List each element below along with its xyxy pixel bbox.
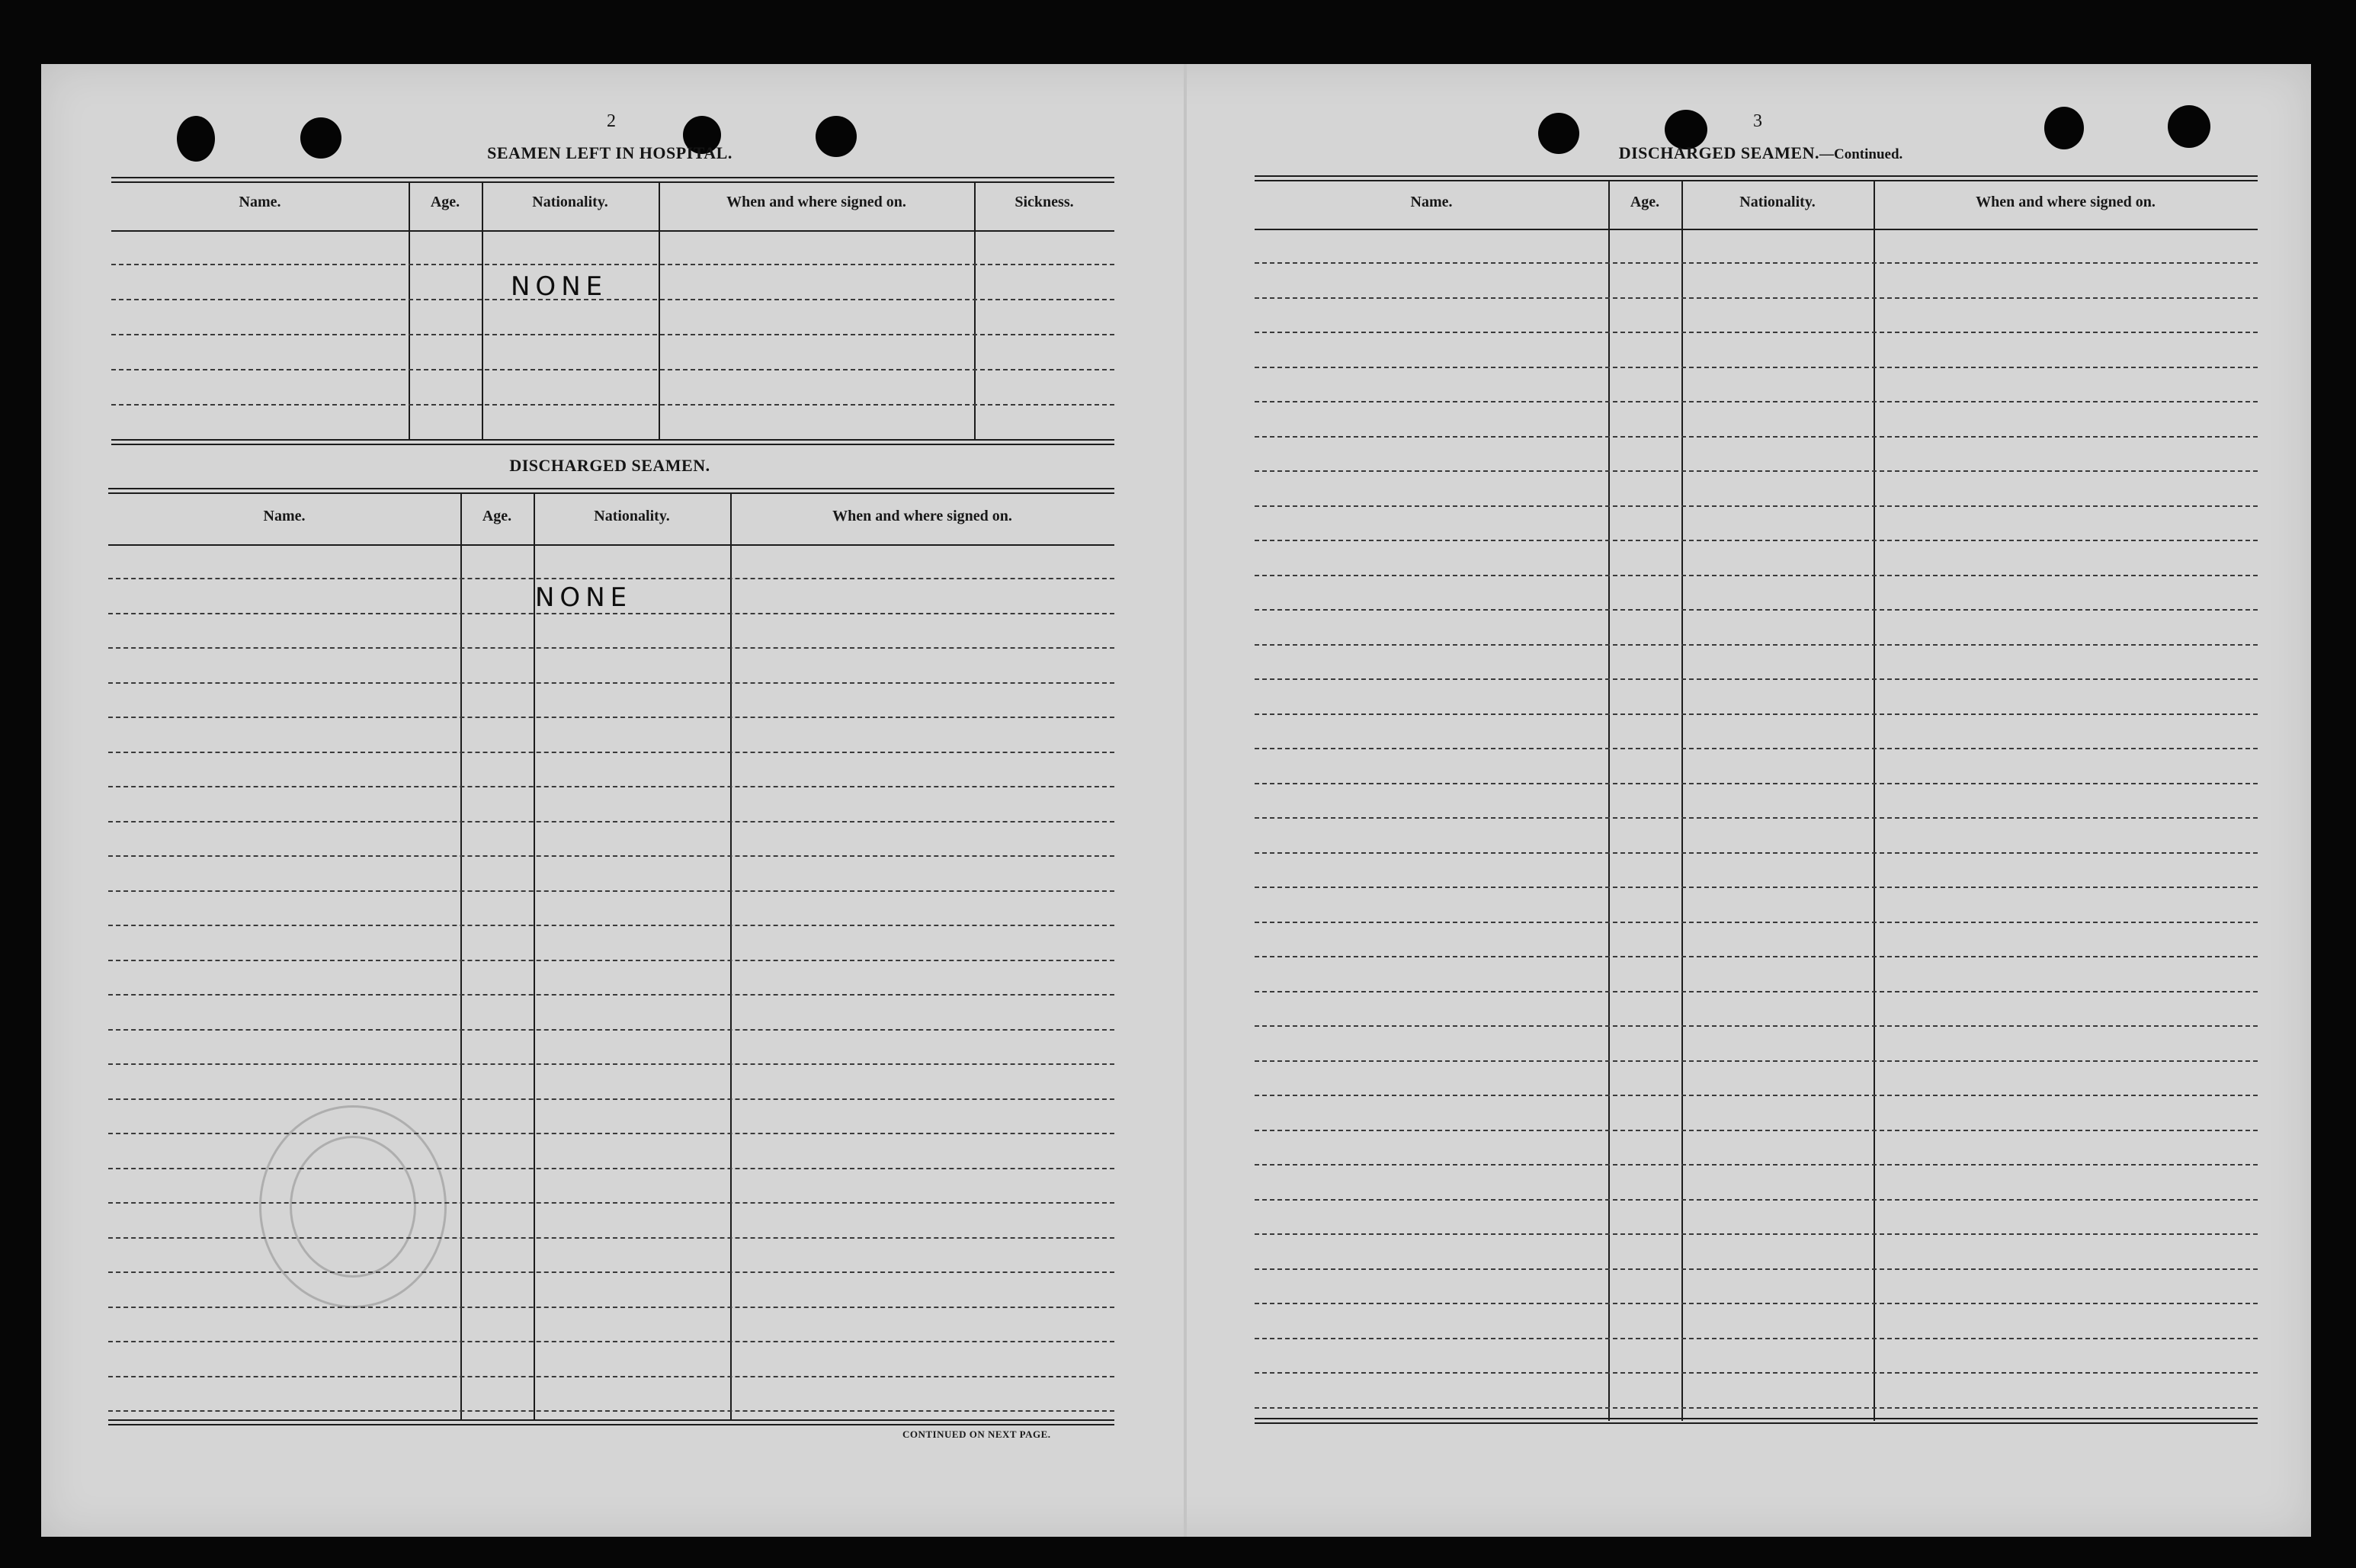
- entry-line: [108, 1271, 1114, 1273]
- column-header-signed-on: When and where signed on.: [726, 194, 906, 210]
- entry-line: [1255, 783, 2258, 784]
- entry-line: [1255, 332, 2258, 333]
- entry-line: [108, 647, 1114, 649]
- entry-line: [1255, 401, 2258, 402]
- handwritten-none: NONE: [511, 271, 608, 302]
- column-header-age: Age.: [1630, 194, 1660, 210]
- entry-line: [1255, 1164, 2258, 1166]
- table-rule: [111, 177, 1114, 178]
- entry-line: [108, 717, 1114, 718]
- entry-line: [108, 578, 1114, 579]
- entry-line: [1255, 1060, 2258, 1062]
- entry-line: [108, 1307, 1114, 1308]
- entry-line: [108, 960, 1114, 961]
- entry-line: [1255, 1199, 2258, 1201]
- entry-line: [108, 1410, 1114, 1412]
- column-divider: [974, 181, 976, 441]
- entry-line: [108, 786, 1114, 787]
- entry-line: [108, 1202, 1114, 1204]
- table-rule: [1255, 175, 2258, 177]
- header-rule: [1255, 229, 2258, 230]
- column-header-signed-on: When and where signed on.: [1976, 194, 2156, 210]
- entry-line: [1255, 1130, 2258, 1131]
- entry-line: [1255, 540, 2258, 541]
- entry-line: [108, 925, 1114, 926]
- entry-line: [1255, 678, 2258, 680]
- entry-line: [108, 1237, 1114, 1239]
- column-header-nationality: Nationality.: [532, 194, 608, 210]
- punch-hole: [1538, 113, 1579, 154]
- entry-line: [111, 404, 1114, 406]
- entry-line: [1255, 1233, 2258, 1235]
- table-rule: [108, 488, 1114, 489]
- entry-line: [108, 890, 1114, 892]
- table-rule: [111, 439, 1114, 441]
- column-divider: [534, 492, 535, 1421]
- entry-line: [1255, 748, 2258, 749]
- punch-hole: [177, 116, 215, 162]
- entry-line: [108, 1133, 1114, 1134]
- page-number: 3: [1753, 111, 1762, 131]
- section-title-hospital: SEAMEN LEFT IN HOSPITAL.: [487, 143, 732, 162]
- entry-line: [108, 1063, 1114, 1065]
- table-rule: [111, 181, 1114, 183]
- column-divider: [659, 181, 660, 441]
- header-rule: [108, 544, 1114, 546]
- entry-line: [111, 264, 1114, 265]
- punch-hole: [2168, 105, 2210, 148]
- table-rule: [1255, 180, 2258, 181]
- entry-line: [1255, 1338, 2258, 1339]
- table-rule: [108, 1424, 1114, 1425]
- column-header-age: Age.: [430, 194, 460, 210]
- table-rule: [108, 492, 1114, 494]
- entry-line: [108, 752, 1114, 753]
- entry-line: [111, 299, 1114, 300]
- entry-line: [1255, 609, 2258, 611]
- section-title-suffix: —Continued.: [1819, 146, 1903, 162]
- column-divider: [460, 492, 462, 1421]
- header-rule: [111, 230, 1114, 232]
- entry-line: [1255, 991, 2258, 992]
- table-rule: [1255, 1422, 2258, 1424]
- entry-line: [1255, 644, 2258, 646]
- entry-line: [1255, 1095, 2258, 1096]
- column-divider: [730, 492, 732, 1421]
- section-title-discharged: DISCHARGED SEAMEN.: [509, 456, 710, 475]
- column-divider: [409, 181, 410, 441]
- entry-line: [1255, 505, 2258, 507]
- table-rule: [111, 444, 1114, 445]
- entry-line: [108, 994, 1114, 996]
- entry-line: [1255, 367, 2258, 368]
- column-header-nationality: Nationality.: [594, 508, 670, 524]
- entry-line: [108, 1168, 1114, 1169]
- entry-line: [108, 855, 1114, 857]
- hospital-table: [111, 177, 1114, 447]
- entry-line: [111, 369, 1114, 370]
- entry-line: [1255, 887, 2258, 888]
- entry-line: [1255, 922, 2258, 923]
- entry-line: [1255, 297, 2258, 299]
- discharged-table: [108, 488, 1114, 1425]
- page-fold: [1184, 64, 1187, 1537]
- entry-line: [1255, 470, 2258, 472]
- entry-line: [108, 1029, 1114, 1031]
- entry-line: [111, 334, 1114, 335]
- entry-line: [1255, 436, 2258, 438]
- entry-line: [1255, 1372, 2258, 1374]
- entry-line: [1255, 852, 2258, 854]
- column-header-nationality: Nationality.: [1739, 194, 1816, 210]
- entry-line: [1255, 817, 2258, 819]
- column-header-signed-on: When and where signed on.: [832, 508, 1012, 524]
- table-rule: [1255, 1418, 2258, 1419]
- entry-line: [1255, 713, 2258, 715]
- entry-line: [108, 1376, 1114, 1377]
- entry-line: [108, 682, 1114, 684]
- entry-line: [1255, 1268, 2258, 1270]
- column-header-age: Age.: [482, 508, 512, 524]
- entry-line: [108, 821, 1114, 822]
- discharged-continued-table: [1255, 175, 2258, 1425]
- table-rule: [108, 1419, 1114, 1421]
- punch-hole: [2044, 107, 2084, 149]
- column-header-sickness: Sickness.: [1015, 194, 1074, 210]
- column-header-name: Name.: [1410, 194, 1453, 210]
- entry-line: [1255, 956, 2258, 957]
- column-header-name: Name.: [239, 194, 281, 210]
- entry-line: [1255, 575, 2258, 576]
- entry-line: [1255, 1303, 2258, 1304]
- handwritten-none: NONE: [535, 582, 633, 613]
- entry-line: [108, 1341, 1114, 1342]
- section-title-discharged-continued: [1585, 143, 1936, 163]
- entry-line: [1255, 262, 2258, 264]
- column-divider: [482, 181, 483, 441]
- column-header-name: Name.: [263, 508, 306, 524]
- entry-line: [108, 1098, 1114, 1100]
- punch-hole: [300, 117, 341, 159]
- entry-line: [1255, 1025, 2258, 1027]
- section-title-text: DISCHARGED SEAMEN.: [1618, 143, 1819, 162]
- continued-note: CONTINUED ON NEXT PAGE.: [902, 1429, 1051, 1440]
- entry-line: [1255, 1407, 2258, 1409]
- page-number: 2: [607, 111, 616, 131]
